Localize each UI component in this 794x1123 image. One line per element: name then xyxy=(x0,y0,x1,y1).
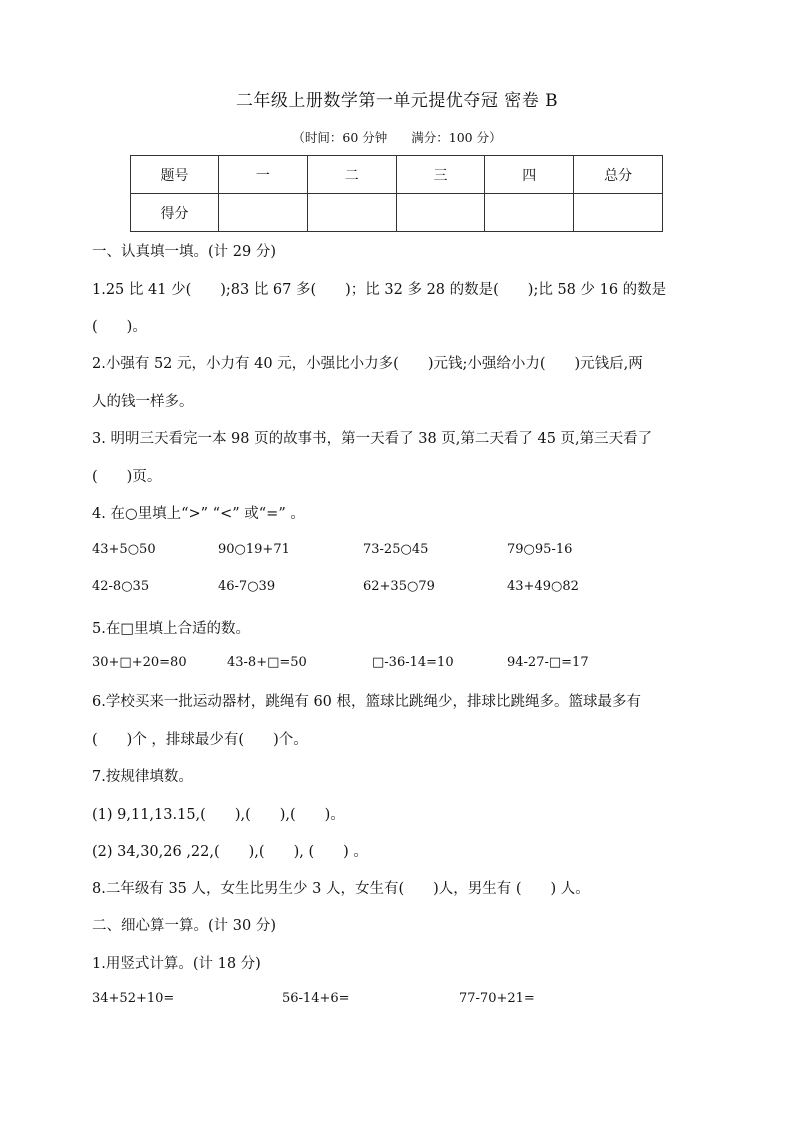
exam-title: 二年级上册数学第一单元提优夺冠 密卷 B xyxy=(235,91,559,111)
question-2-line-1: 2.小强有 52 元，小力有 40 元，小强比小力多( )元钱;小强给小力( )元钱后,两 xyxy=(92,356,643,372)
question-2-line-2: 人的钱一样多。 xyxy=(92,394,194,410)
score-cell[interactable] xyxy=(307,194,396,232)
fill-box-item: 30+□+20=80 xyxy=(92,655,187,670)
question-7-part-2: (2) 34,30,26 ,22,( ),( ), ( ) 。 xyxy=(92,844,368,860)
section-1-heading: 一、认真填一填。(计 29 分) xyxy=(92,244,276,260)
calc-item: 77-70+21= xyxy=(459,991,535,1006)
question-4-prompt: 4. 在○里填上“>” “<” 或“=” 。 xyxy=(92,506,305,522)
question-1-line-2: ( )。 xyxy=(92,319,147,335)
compare-item: 73-25○45 xyxy=(363,542,429,557)
score-header-cell: 总分 xyxy=(574,156,663,194)
score-cell[interactable] xyxy=(574,194,663,232)
calc-item: 56-14+6= xyxy=(282,991,350,1006)
section-2-heading: 二、细心算一算。(计 30 分) xyxy=(92,918,276,934)
compare-item: 42-8○35 xyxy=(92,579,150,594)
score-header-cell: 三 xyxy=(396,156,485,194)
score-header-cell: 四 xyxy=(485,156,574,194)
score-table-score-row xyxy=(131,194,663,232)
score-table-header-row xyxy=(131,156,663,194)
compare-item: 43+49○82 xyxy=(507,579,579,594)
question-8: 8.二年级有 35 人，女生比男生少 3 人，女生有( )人，男生有 ( ) 人。 xyxy=(92,881,590,897)
fill-box-item: 94-27-□=17 xyxy=(507,655,589,670)
compare-item: 43+5○50 xyxy=(92,542,156,557)
question-7-part-1: (1) 9,11,13.15,( ),( ),( )。 xyxy=(92,807,345,823)
score-row-label: 得分 xyxy=(131,194,219,232)
question-6-line-2: ( )个 ，排球最少有( )个。 xyxy=(92,732,308,748)
score-header-cell: 题号 xyxy=(131,156,219,194)
question-7-prompt: 7.按规律填数。 xyxy=(92,769,193,785)
compare-item: 79○95-16 xyxy=(507,542,573,557)
exam-subtitle xyxy=(0,128,794,146)
score-header-cell: 二 xyxy=(307,156,396,194)
fill-box-item: 43-8+□=50 xyxy=(227,655,307,670)
question-3-line-1: 3. 明明三天看完一本 98 页的故事书，第一天看了 38 页,第二天看了 45 页,第三天看了 xyxy=(92,431,653,447)
score-cell[interactable] xyxy=(396,194,485,232)
score-header-cell: 一 xyxy=(219,156,308,194)
question-5-prompt: 5.在□里填上合适的数。 xyxy=(92,621,251,637)
score-cell[interactable] xyxy=(485,194,574,232)
score-cell[interactable] xyxy=(219,194,308,232)
compare-item: 46-7○39 xyxy=(218,579,276,594)
time-limit: （时间：60 分钟 xyxy=(292,130,388,145)
total-score: 满分：100 分） xyxy=(411,130,502,145)
score-table xyxy=(130,155,663,232)
section-2-sub-1: 1.用竖式计算。(计 18 分) xyxy=(92,956,261,972)
compare-item: 62+35○79 xyxy=(363,579,435,594)
compare-item: 90○19+71 xyxy=(218,542,290,557)
question-3-line-2: ( )页。 xyxy=(92,469,162,485)
question-1-line-1: 1.25 比 41 少( );83 比 67 多( )；比 32 多 28 的数是( );比 58 少 16 的数是 xyxy=(92,282,667,298)
fill-box-item: □-36-14=10 xyxy=(372,655,454,670)
question-6-line-1: 6.学校买来一批运动器材，跳绳有 60 根，篮球比跳绳少，排球比跳绳多。篮球最多有 xyxy=(92,694,642,710)
calc-item: 34+52+10= xyxy=(92,991,175,1006)
